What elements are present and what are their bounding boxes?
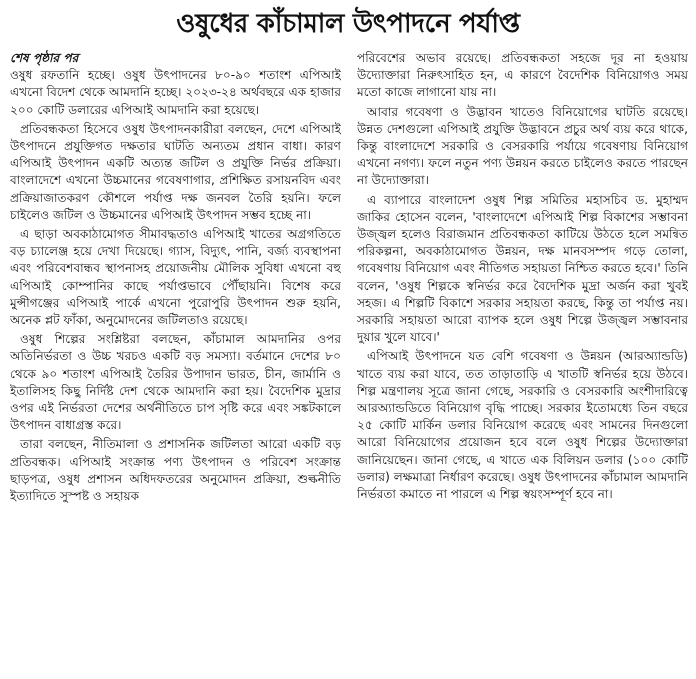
right-column: [357, 50, 688, 675]
article-paragraph: [10, 50, 341, 119]
paragraph-text: ওষুধ রফতানি হচ্ছে। ওষুধ উৎপাদনের ৮০-৯০ শতাংশ এপিআই এখনো বিদেশ থেকে আমদানি হচ্ছে। ২০২৩-২৪ অর্থবছরে এক হাজার ২০০ কোটি ডলারের এপিআই আমদানি করা হয়েছে।: [10, 68, 341, 117]
article-paragraph: এ ছাড়া অবকাঠামোগত সীমাবদ্ধতাও এপিআই খাতের অগ্রগতিতে বড় চ্যালেঞ্জ হয়ে দেখা দিয়েছে। গ্যাস, বিদ্যুৎ, পানি, বর্জ্য ব্যবস্থাপনা এবং পরিবেশবান্ধব স্থাপনাসহ প্রয়োজনীয় মৌলিক সুবিধা এখনো বহু এপিআই কোম্পানির কাছে পর্যাপ্তভাবে পৌঁছায়নি। বিশেষ করে মুন্সীগঞ্জের এপিআই পার্কে এখনো পুরোপুরি উৎপাদন শুরু হয়নি, অনেক প্লট ফাঁকা, অনুমোদনের জটিলতাও রয়েছে।: [10, 227, 341, 328]
article-paragraph: ওষুধ শিল্পের সংশ্লিষ্টরা বলছেন, কাঁচামাল আমদানির ওপর অতিনির্ভরতা ও উচ্চ খরচও একটি বড় সমস্যা। বর্তমানে দেশের ৮০ থেকে ৯০ শতাংশ এপিআই তৈরির উপাদান ভারত, চীন, জার্মানি ও ইতালিসহ কিছু নির্দিষ্ট দেশ থেকে আমদানি করা হয়। বৈদেশিক মুদ্রার ওপর এই নির্ভরতা দেশের অর্থনীতিতে চাপ সৃষ্টি করে এবং সঙ্কটকালে উৎপাদন বাধাগ্রস্ত করে।: [10, 332, 341, 433]
left-column: [10, 50, 341, 675]
article-paragraph: এপিআই উৎপাদনে যত বেশি গবেষণা ও উন্নয়ন (আরঅ্যান্ডডি) খাতে ব্যয় করা যাবে, তত তাড়াতাড়ি এ খাতটি স্বনির্ভর হয়ে উঠবে। শিল্প মন্ত্রণালয় সূত্রে জানা গেছে, সরকারি ও বেসরকারি অংশীদারিত্বে আরঅ্যান্ডডিতে বিনিয়োগ বৃদ্ধি পাচ্ছে। সরকার ইতোমধ্যে তিন বছরে ২৫ কোটি মার্কিন ডলার বিনিয়োগ করেছে এবং সামনের দিনগুলো আরো বিনিয়োগের প্রয়োজন হবে বলে ওষুধ শিল্পের উদ্যোক্তারা জানিয়েছেন। জানা গেছে, এ খাতে এক বিলিয়ন ডলার (১০০ কোটি ডলার) লক্ষমাত্রা নির্ধারণ করেছে। ওষুধ উৎপাদনের কাঁচামাল আমদানি নির্ভরতা কমাতে না পারলে এ শিল্প স্বয়ংসম্পূর্ণ হবে না।: [357, 349, 688, 502]
article-paragraph: পরিবেশের অভাব রয়েছে। প্রতিবন্ধকতা সহজে দূর না হওয়ায় উদ্যোক্তারা নিরুৎসাহিত হন, এ কারণে বৈদেশিক বিনিয়োগও সময় মতো কাজে লাগানো যায় না।: [357, 51, 688, 100]
article-paragraph: এ ব্যাপারে বাংলাদেশ ওষুধ শিল্প সমিতির মহাসচিব ড. মুহাম্মদ জাকির হোসেন বলেন, 'বাংলাদেশে এপিআই শিল্প বিকাশের সম্ভাবনা উজ্জ্বল হলেও বিরাজমান প্রতিবন্ধকতা কাটিয়ে উঠতে হলে সমন্বিত পরিকল্পনা, অবকাঠামোগত উন্নয়ন, দক্ষ মানবসম্পদ গড়ে তোলা, গবেষণায় বিনিয়োগ এবং নীতিগত সহায়তা নিশ্চিত করতে হবে।' তিনি বলেন, 'ওষুধ শিল্পকে স্বনির্ভর করে বৈদেশিক মুদ্রা অর্জন করা খুবই সহজ। এ শিল্পটি বিকাশে সরকার সহায়তা করছে, কিন্তু তা পর্যাপ্ত নয়। সরকারি সহায়তা আরো ব্যাপক হলে ওষুধ শিল্পে উজ্জ্বল সম্ভাবনার দুয়ার খুলে যাবে।': [357, 192, 688, 345]
article-paragraph: তারা বলছেন, নীতিমালা ও প্রশাসনিক জটিলতা আরো একটি বড় প্রতিবন্ধক। এপিআই সংক্রান্ত পণ্য উৎপাদন ও পরিবেশ সংক্রান্ত ছাড়পত্র, ওষুধ প্রশাসন অধিদফতরের অনুমোদন প্রক্রিয়া, শুল্কনীতি ইত্যাদিতে সুস্পষ্ট ও সহায়ক: [10, 437, 341, 504]
continued-from-label: শেষ পৃষ্ঠার পর: [10, 51, 79, 65]
headline: ওষুধের কাঁচামাল উৎপাদনে পর্যাপ্ত: [176, 9, 520, 39]
article-paragraph: আবার গবেষণা ও উদ্ভাবন খাতেও বিনিয়োগের ঘাটতি রয়েছে। উন্নত দেশগুলো এপিআই প্রযুক্তি উদ্ভাবনে প্রচুর অর্থ ব্যয় করে থাকে, কিন্তু বাংলাদেশে সরকারি ও বেসরকারি পর্যায়ে গবেষণায় বিনিয়োগ এখনো নগণ্য। ফলে নতুন পণ্য উন্নয়ন করতে চাইলেও করতে পারছেন না উদ্যোক্তারা।: [357, 104, 688, 188]
article-paragraph: প্রতিবন্ধকতা হিসেবে ওষুধ উৎপাদনকারীরা বলছেন, দেশে এপিআই উৎপাদনে প্রযুক্তিগত দক্ষতার ঘাটতি অন্যতম প্রধান বাধা। কারণ এপিআই উৎপাদন একটি অত্যন্ত জটিল ও প্রযুক্তি নির্ভর প্রক্রিয়া। বাংলাদেশে এখনো উচ্চমানের গবেষণাগার, প্রশিক্ষিত রসায়নবিদ এবং প্রক্রিয়াজাতকরণ কৌশলে পর্যাপ্ত দক্ষ জনবল তৈরি হয়নি। ফলে চাইলেও জটিল ও উচ্চমানের এপিআই উৎপাদন সম্ভব হচ্ছে না।: [10, 121, 341, 222]
